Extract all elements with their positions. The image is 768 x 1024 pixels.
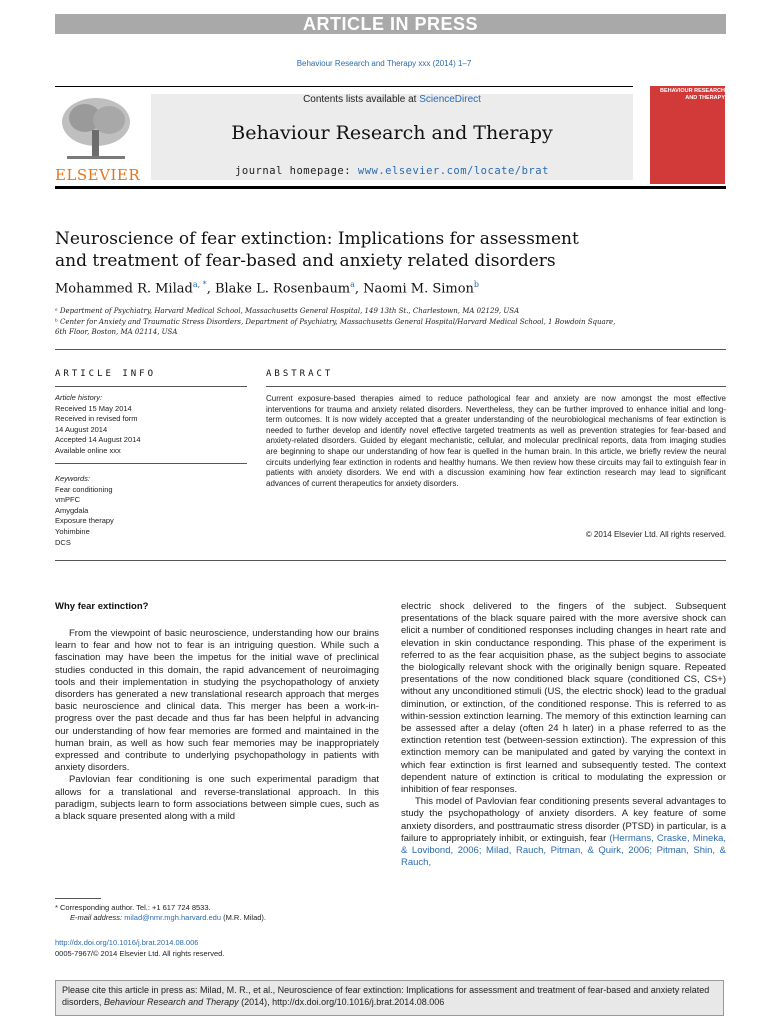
abstract-heading: ABSTRACT xyxy=(266,369,334,379)
homepage-link[interactable]: www.elsevier.com/locate/brat xyxy=(357,165,549,177)
doi-block xyxy=(55,938,224,959)
cite-journal: Behaviour Research and Therapy xyxy=(104,997,239,1007)
keyword: Fear conditioning xyxy=(55,484,113,494)
journal-homepage xyxy=(151,165,633,177)
article-history xyxy=(55,393,245,457)
keywords-label: Keywords: xyxy=(55,474,91,483)
header-bottom-rule xyxy=(55,186,726,189)
article-in-press-banner: ARTICLE IN PRESS xyxy=(55,14,726,34)
abstract-rule xyxy=(266,386,726,387)
authors-line xyxy=(55,280,675,296)
paragraph xyxy=(401,796,726,869)
affiliation-b-line2: 6th Floor, Boston, MA 02114, USA xyxy=(55,328,178,336)
email-label: E-mail address: xyxy=(70,913,125,922)
cite-this-article-box xyxy=(55,980,724,1016)
keyword: vmPFC xyxy=(55,495,80,505)
contents-prefix: Contents lists available at xyxy=(303,94,420,105)
author-rosenbaum: , Blake L. Rosenbaum xyxy=(206,281,351,297)
author1-affiliation-link[interactable]: a, * xyxy=(192,280,207,289)
paragraph: Pavlovian fear conditioning is one such experimental paradigm that allows for a translational and reverse-translational approach. In this paradigm, subjects learn to form associations between simple cues, such as a black square presented along with a mild xyxy=(55,774,379,823)
elsevier-wordmark: ELSEVIER xyxy=(55,166,141,184)
history-label: Article history: xyxy=(55,393,103,402)
abstract-copyright: © 2014 Elsevier Ltd. All rights reserved. xyxy=(585,530,726,539)
email-link[interactable]: milad@nmr.mgh.harvard.edu xyxy=(124,913,222,922)
paragraph-text: This model of Pavlovian fear conditioning presents several advantages to study the psychopathology of anxiety disorders. A key feature of some anxiety disorders, and posttraumatic stress disorder (PTSD) in particular, is a failure to appropriately inhibit, or extinguish, fear xyxy=(401,796,726,844)
left-column xyxy=(55,628,379,823)
affiliation-a: ᵃ Department of Psychiatry, Harvard Medical School, Massachusetts General Hospital, 149 13th St., Charlestown, MA 02129, USA xyxy=(55,307,520,315)
author-simon: , Naomi M. Simon xyxy=(354,281,474,297)
keyword: Amygdala xyxy=(55,505,89,515)
email-note xyxy=(70,913,400,923)
journal-citation[interactable]: Behaviour Research and Therapy xxx (2014) 1–7 xyxy=(296,59,472,68)
history-item: 14 August 2014 xyxy=(55,424,108,434)
journal-title: Behaviour Research and Therapy xyxy=(231,122,553,144)
cover-title: BEHAVIOUR RESEARCH AND THERAPY xyxy=(660,88,725,101)
author3-affiliation-link[interactable]: b xyxy=(473,280,480,289)
author-milad: Mohammed R. Milad xyxy=(55,281,193,297)
cite-prefix: Please cite this article in press as: Milad, M. R., et al., Neuroscience of fear extinction: Implications for assessment and treatment of fear-based and anxiety related disorders, xyxy=(62,985,710,1007)
affiliation-rule xyxy=(55,349,726,350)
cite-suffix[interactable]: (2014), http://dx.doi.org/10.1016/j.brat.2014.08.006 xyxy=(238,997,445,1007)
history-item: Available online xxx xyxy=(55,445,121,455)
keyword: DCS xyxy=(55,537,71,547)
header-top-rule xyxy=(55,86,633,87)
paragraph: electric shock delivered to the fingers of the subject. Subsequent presentations of the black square paired with the more aversive shock can elicit a number of conditioned responses including changes in heart rate and elevation in skin conductance responding. This phase of the experiment is referred to as the fear acquisition phase, as the subject begins to associate the biologically relevant shock with the originally benign square. Repeated presentations of the now conditioned black square (conditioned CS, CS+) without any unconditioned stimuli (US, the electric shock) lead to the gradual diminution, or extinction, of the conditioned response. This is referred to as within-session extinction learning. The memory of this extinction learning can be assessed after a delay (often 24 h later) in a phase referred to as the extinction retention test (between-session extinction). The expression of this extinction memory can be manipulated and gated by varying the context in which fear extinction is first learned and subsequently tested. The context dependent nature of extinction is critical to modulating the expression or inhibition of fear responses. xyxy=(401,601,726,796)
keywords-list xyxy=(55,474,245,548)
footnote-rule xyxy=(55,898,101,899)
article-title xyxy=(55,228,615,272)
keyword: Exposure therapy xyxy=(55,516,114,526)
title-line-2: and treatment of fear-based and anxiety related disorders xyxy=(55,251,556,271)
paragraph: From the viewpoint of basic neuroscience, understanding how our brains learn to fear and how not to fear is an intriguing question. While such a fascination may have been the impetus for the initial wave of preclinical studies conducted in this domain, the rapid advancement of neuroimaging tools and their implementation in studying the psychopathology of anxiety disorders has generated a new translational research approach that merges basic neuroscience and clinical data. This merger has been a work-in-progress over the past decade and thus far has been helpful in advancing our understanding of how fear memories are formed and maintained in the human brain, as well as how such fear memories may be inappropriately expressed and contribute to underlying psychopathology in patients with anxiety disorders. xyxy=(55,628,379,774)
affiliation-b-line1: ᵇ Center for Anxiety and Traumatic Stress Disorders, Department of Psychiatry, Massachusetts General Hospital/Harvard Medical School, 1 Bowdoin Square, xyxy=(55,318,616,326)
homepage-prefix: journal homepage: xyxy=(235,165,358,177)
abstract-text: Current exposure-based therapies aimed to reduce pathological fear and anxiety are now amongst the most effective interventions for trauma and anxiety related disorders. Nevertheless, they can be further improved to enhance initial and long-term outcomes. It is now widely accepted that a greater understanding of the neurobiological mechanisms of fear extinction is needed to further develop and identify novel effective targeted treatments as well as prevention strategies for fear-based and anxiety-related disorders. Guided by elegant mechanistic, cellular, and molecular preclinical reports, data from imaging studies are beginning to shape our understanding of how fear is quelled in the human brain. In this article, we briefly review the neural circuits underlying fear extinction in rodents and healthy humans. We then review how these circuits may fail to extinguish fear in patients with anxiety disorders. We end with a discussion examining how fear extinction research may lead to significant advances of current therapeutics for anxiety disorders. xyxy=(266,394,726,488)
history-item: Received in revised form xyxy=(55,414,138,424)
right-column xyxy=(401,601,726,869)
contents-line xyxy=(151,94,633,105)
history-item: Received 15 May 2014 xyxy=(55,403,132,413)
keywords-rule xyxy=(55,463,247,464)
section-heading: Why fear extinction? xyxy=(55,601,149,612)
article-info-heading: ARTICLE INFO xyxy=(55,369,157,379)
corresponding-author-note: * Corresponding author. Tel.: +1 617 724 8533. xyxy=(55,903,211,912)
title-line-1: Neuroscience of fear extinction: Implications for assessment xyxy=(55,229,579,249)
article-info-rule xyxy=(55,386,247,387)
email-suffix: (M.R. Milad). xyxy=(221,913,267,922)
history-item: Accepted 14 August 2014 xyxy=(55,435,141,445)
issn-line: 0005-7967/© 2014 Elsevier Ltd. All rights reserved. xyxy=(55,948,225,958)
keyword: Yohimbine xyxy=(55,526,90,536)
citation-link[interactable]: (Hermans, Craske, Mineka, & Lovibond, 2006; Milad, Rauch, Pitman, & Quirk, 2006; Pitman, Shin, & Rauch, xyxy=(401,832,727,869)
abstract-bottom-rule xyxy=(55,560,726,561)
author2-affiliation-link[interactable]: a xyxy=(350,280,355,289)
sciencedirect-link[interactable]: ScienceDirect xyxy=(419,94,481,105)
doi-link[interactable]: http://dx.doi.org/10.1016/j.brat.2014.08.006 xyxy=(55,938,199,947)
